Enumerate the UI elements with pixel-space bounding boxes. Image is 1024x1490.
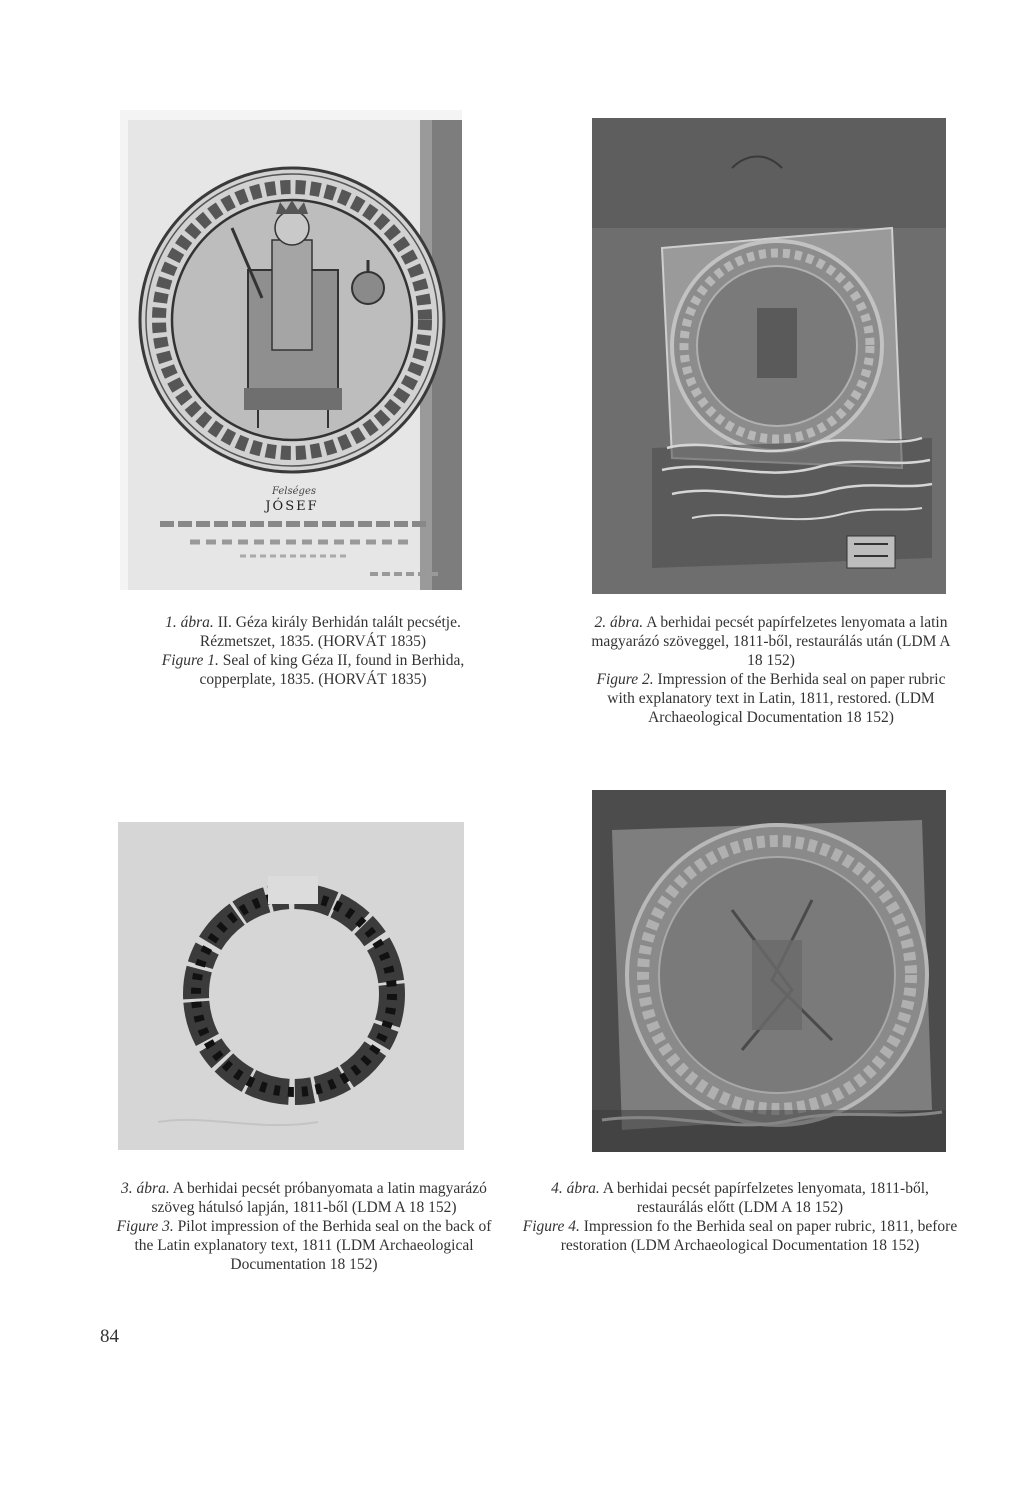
figure-2-caption-hu — [588, 613, 954, 670]
figure-1-label-hu: 1. ábra. — [165, 614, 214, 631]
figure-1-text-hu: II. Géza király Berhidán talált pecsétje. Rézmetszet, 1835. (HORVÁT 1835) — [199, 614, 461, 650]
figure-3-text-en: Pilot impression of the Berhida seal on the back of the Latin explanatory text, 1811 (LDM Archaeological Documentation 18 152) — [134, 1218, 492, 1273]
figure-4-text-en: Impression fo the Berhida seal on paper rubric, 1811, before restoration (LDM Archaeological Documentation 18 152) — [560, 1218, 958, 1254]
copperplate-seal-engraving — [120, 110, 462, 590]
figure-3-image — [118, 822, 464, 1150]
figure-3-label-hu: 3. ábra. — [121, 1180, 170, 1197]
figure-1-caption — [158, 613, 468, 689]
page-number: 84 — [100, 1326, 119, 1347]
figure-3-caption — [108, 1179, 500, 1274]
figure-2-text-hu: A berhidai pecsét papírfelzetes lenyomata a latin magyarázó szöveggel, 1811-ből, restaurálás után (LDM A 18 152) — [591, 614, 951, 669]
figure-3-text-hu: A berhidai pecsét próbanyomata a latin magyarázó szöveg hátulsó lapján, 1811-ből (LDM A 18 152) — [151, 1180, 487, 1216]
svg-text:Felséges: Felséges — [272, 486, 317, 497]
figure-4-caption-hu — [520, 1179, 960, 1217]
figure-1-caption-hu — [158, 613, 468, 651]
engraving-name-label: JÓSEF — [265, 499, 319, 514]
figure-3-label-en: Figure 3. — [116, 1218, 174, 1235]
figure-1-image — [120, 110, 462, 590]
figure-2-image — [592, 118, 946, 594]
figure-1-label-en: Figure 1. — [161, 652, 219, 669]
restored-seal-photo — [592, 118, 946, 594]
figure-1-text-en: Seal of king Géza II, found in Berhida, copperplate, 1835. (HORVÁT 1835) — [199, 652, 465, 688]
figure-4-caption — [520, 1179, 960, 1255]
figure-4-image — [592, 790, 946, 1152]
figure-3-caption-en — [108, 1217, 500, 1274]
figure-1-caption-en — [158, 651, 468, 689]
figure-2-caption-en — [588, 670, 954, 727]
figure-4-label-hu: 4. ábra. — [551, 1180, 600, 1197]
pilot-impression-photo — [118, 822, 464, 1150]
figure-2-text-en: Impression of the Berhida seal on paper rubric with explanatory text in Latin, 1811, restored. (LDM Archaeological Documentation 18 152) — [607, 671, 946, 726]
unrestored-seal-photo — [592, 790, 946, 1152]
figure-2-caption — [588, 613, 954, 727]
figure-2-label-en: Figure 2. — [596, 671, 654, 688]
figure-4-label-en: Figure 4. — [522, 1218, 580, 1235]
figure-4-caption-en — [520, 1217, 960, 1255]
figure-2-label-hu: 2. ábra. — [594, 614, 644, 631]
figure-3-caption-hu — [108, 1179, 500, 1217]
figure-4-text-hu: A berhidai pecsét papírfelzetes lenyomata, 1811-ből, restaurálás előtt (LDM A 18 152) — [602, 1180, 929, 1216]
